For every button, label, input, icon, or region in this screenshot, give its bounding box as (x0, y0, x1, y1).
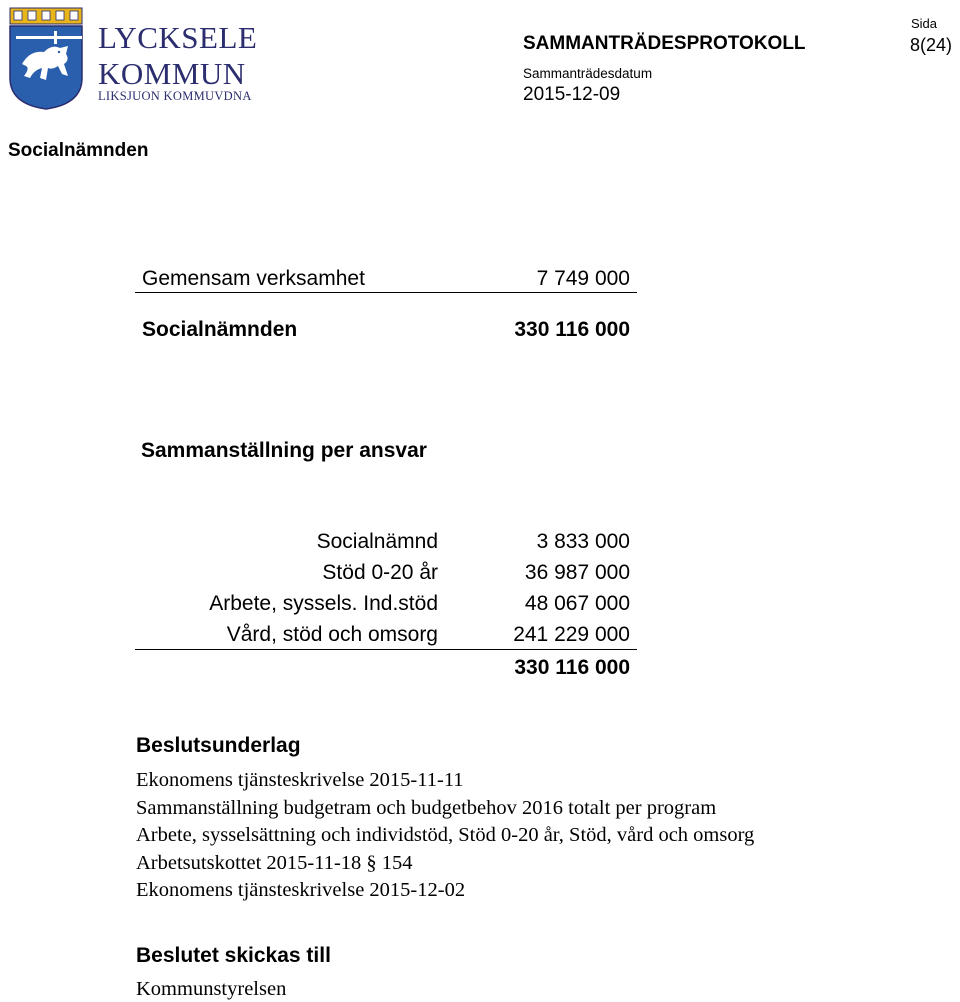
responsibility-row-label: Vård, stöd och omsorg (226, 623, 438, 646)
recipient-item: Kommunstyrelsen (136, 978, 287, 1000)
summary-total-label: Socialnämnden (142, 318, 298, 341)
logo-subtitle: LIKSJUON KOMMUVDNA (98, 89, 252, 103)
decision-basis-title: Beslutsunderlag (136, 734, 301, 757)
decision-basis-item: Ekonomens tjänsteskrivelse 2015-12-02 (136, 879, 466, 901)
responsibility-divider (135, 649, 637, 650)
responsibility-row (136, 591, 636, 617)
decision-basis-item: Ekonomens tjänsteskrivelse 2015-11-11 (136, 769, 464, 791)
responsibility-total-value: 330 116 000 (514, 656, 630, 679)
page-number: 8(24) (910, 35, 953, 55)
logo-name-line2: KOMMUN (98, 56, 246, 91)
responsibility-title: Sammanställning per ansvar (141, 439, 427, 462)
summary-divider (135, 292, 637, 293)
summary-row-value: 7 749 000 (536, 267, 630, 290)
page-label: Sida (911, 16, 938, 31)
responsibility-row-label: Socialnämnd (316, 530, 438, 553)
decision-basis-item: Sammanställning budgetram och budgetbehov 2016 totalt per program (136, 797, 717, 819)
summary-total-value: 330 116 000 (514, 318, 630, 341)
responsibility-row-value: 36 987 000 (524, 561, 630, 584)
summary-row-label: Gemensam verksamhet (142, 267, 365, 290)
responsibility-row-value: 3 833 000 (536, 530, 630, 553)
responsibility-row (136, 622, 636, 648)
logo-name-line1: LYCKSELE (98, 20, 258, 55)
decision-basis-item: Arbete, sysselsättning och individstöd, Stöd 0-20 år, Stöd, vård och omsorg (136, 824, 755, 846)
municipality-coat-of-arms-icon (8, 6, 84, 110)
responsibility-row-label: Arbete, syssels. Ind.stöd (209, 592, 438, 615)
recipients-title: Beslutet skickas till (136, 944, 331, 967)
committee-name: Socialnämnden (8, 140, 149, 161)
responsibility-row-value: 48 067 000 (524, 592, 630, 615)
responsibility-row-value: 241 229 000 (513, 623, 630, 646)
responsibility-row (136, 529, 636, 555)
meeting-date: 2015-12-09 (523, 84, 621, 105)
decision-basis-item: Arbetsutskottet 2015-11-18 § 154 (136, 852, 413, 874)
summary-total-row (136, 317, 636, 343)
responsibility-row-label: Stöd 0-20 år (322, 561, 438, 584)
document-title: SAMMANTRÄDESPROTOKOLL (523, 33, 806, 54)
meeting-date-label: Sammanträdesdatum (523, 66, 653, 81)
summary-row (136, 266, 636, 292)
responsibility-total-row (136, 655, 636, 681)
responsibility-row (136, 560, 636, 586)
